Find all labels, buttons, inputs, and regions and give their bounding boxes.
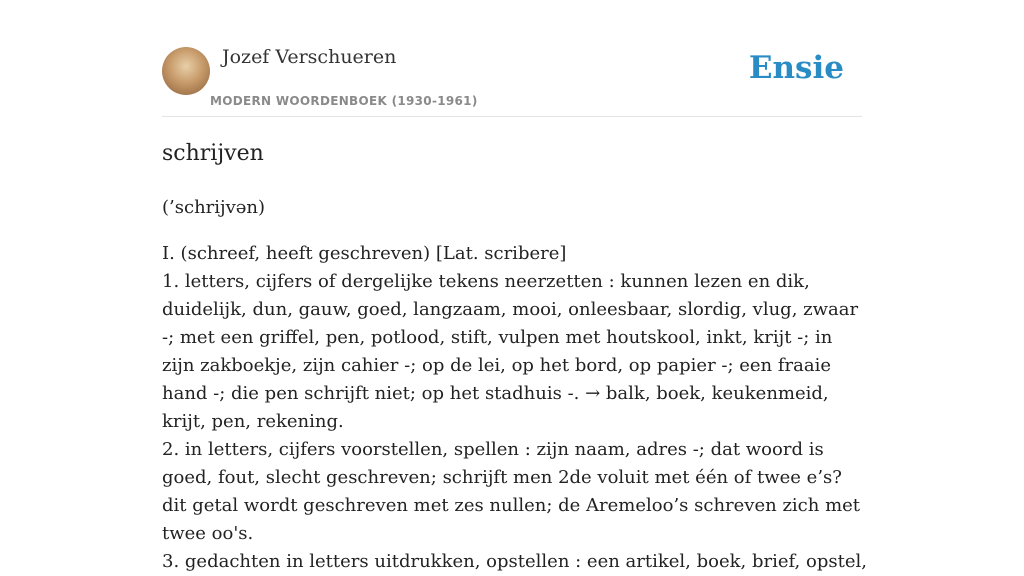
definition-line: 2. in letters, cijfers voorstellen, spellen : zijn naam, adres -; dat woord is goed, fout, slecht geschreven; schrijft men 2de voluit met één of twee e’s? dit getal wordt geschreven met zes nullen; de Aremeloo’s schreven zich met twee oo's. (162, 439, 861, 544)
entry-headword: schrijven (162, 141, 264, 166)
site-header (162, 44, 862, 117)
entry-pronunciation: (’schrijvən) (162, 197, 266, 218)
definition-line: I. (schreef, heeft geschreven) [Lat. scribere] (162, 243, 567, 264)
author-name-link[interactable]: Jozef Verschueren (222, 46, 397, 68)
source-dictionary-link[interactable]: MODERN WOORDENBOEK (1930-1961) (210, 94, 478, 108)
entry-definition (162, 240, 867, 576)
definition-line: 1. letters, cijfers of dergelijke tekens neerzetten : kunnen lezen en dik, duidelijk, dun, gauw, goed, langzaam, mooi, onleesbaar, slordig, vlug, zwaar -; met een griffel, pen, potlood, stift, vulpen met houtskool, inkt, krijt -; in zijn zakboekje, zijn cahier -; op de lei, op het bord, op papier -; een fraaie hand -; die pen schrijft niet; op het stadhuis -. → balk, boek, keukenmeid, krijt, pen, rekening. (162, 271, 859, 432)
author-avatar[interactable] (162, 47, 210, 95)
entry-content (162, 138, 867, 576)
brand-logo-link[interactable]: Ensie (748, 50, 844, 86)
definition-line: 3. gedachten in letters uitdrukken, opstellen : een artikel, boek, brief, opstel, (162, 551, 867, 572)
